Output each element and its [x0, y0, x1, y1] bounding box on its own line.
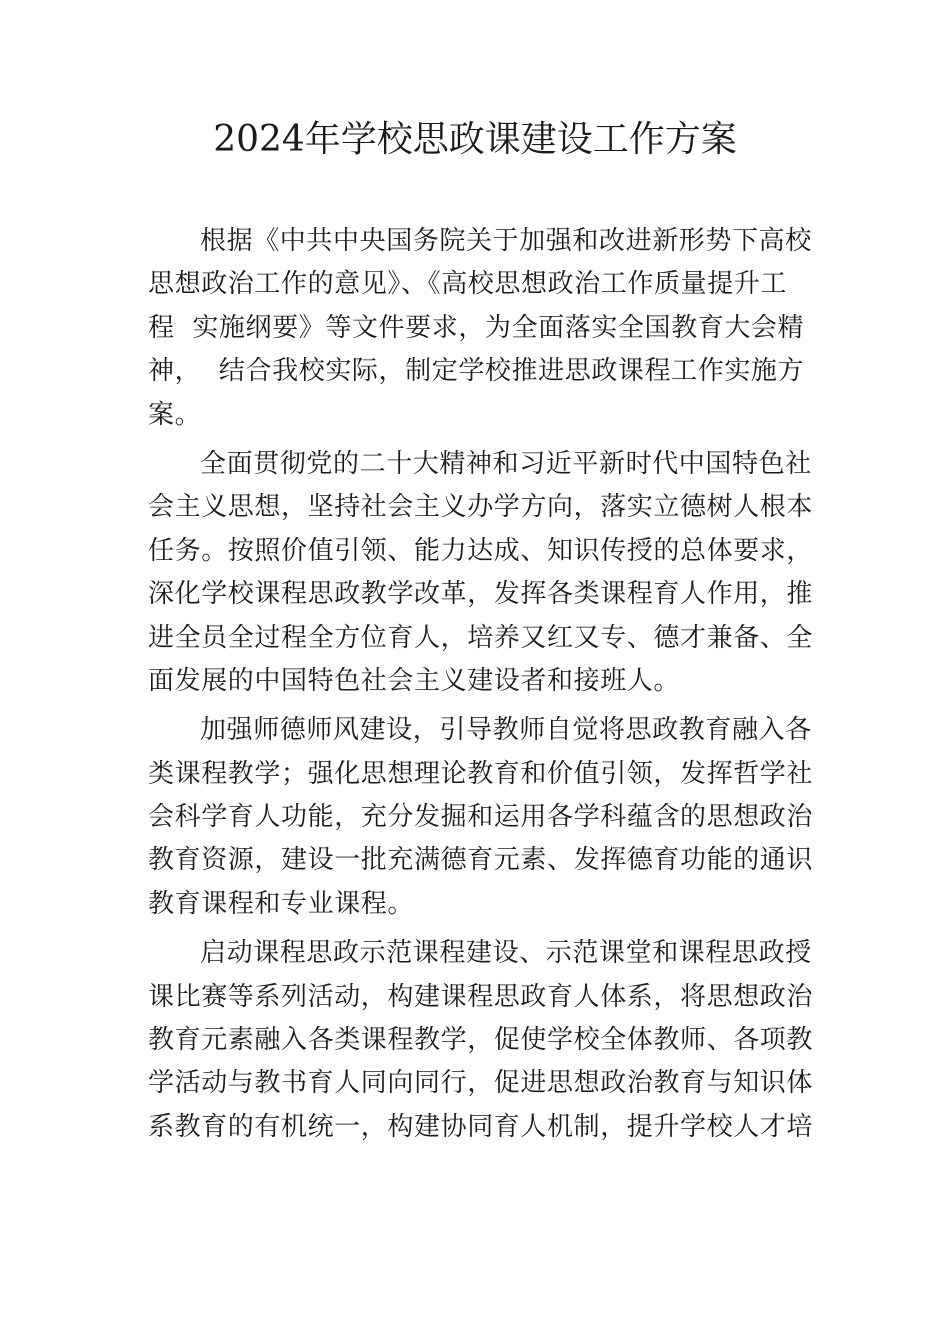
paragraph-4	[148, 932, 814, 1149]
text-line: 思想政治工作的意见》、《高校思想政治工作质量提升工	[148, 269, 788, 300]
text-line: 程 实施纲要》等文件要求，为全面落实全国教育大会精	[148, 312, 805, 343]
paragraph-2	[148, 443, 814, 703]
text-line: 教育元素融入各类课程教学，促使学校全体教师、各项教	[148, 1025, 814, 1056]
text-line: 类课程教学；强化思想理论教育和价值引领，发挥哲学社	[148, 758, 814, 789]
text-line: 案。	[148, 399, 202, 430]
text-line: 进全员全过程全方位育人，培养又红又专、德才兼备、全	[148, 622, 814, 653]
paragraph-1	[148, 220, 812, 437]
text-line: 教育课程和专业课程。	[148, 888, 415, 919]
text-line: 任务。按照价值引领、能力达成、知识传授的总体要求，	[148, 535, 814, 566]
text-line: 课比赛等系列活动，构建课程思政育人体系，将思想政治	[148, 981, 814, 1012]
paragraph-3	[148, 709, 814, 926]
text-line: 全面贯彻党的二十大精神和习近平新时代中国特色社	[200, 448, 812, 479]
document-body	[148, 220, 814, 1155]
text-line: 系教育的有机统一，构建协同育人机制，提升学校人才培	[148, 1111, 814, 1142]
text-line: 教育资源，建设一批充满德育元素、发挥德育功能的通识	[148, 845, 814, 876]
text-line: 加强师德师风建设，引导教师自觉将思政教育融入各	[200, 715, 812, 746]
text-line: 会主义思想，坚持社会主义办学方向，落实立德树人根本	[148, 492, 814, 523]
text-line: 深化学校课程思政教学改革，发挥各类课程育人作用，推	[148, 579, 814, 610]
text-line: 会科学育人功能，充分发掘和运用各学科蕴含的思想政治	[148, 802, 814, 833]
text-line: 根据《中共中央国务院关于加强和改进新形势下高校	[200, 226, 812, 256]
document-title: 2024年学校思政课建设工作方案	[213, 119, 737, 160]
text-line: 学活动与教书育人同向同行，促进思想政治教育与知识体	[148, 1068, 814, 1099]
text-line: 启动课程思政示范课程建设、示范课堂和课程思政授	[200, 938, 812, 969]
text-line: 神， 结合我校实际，制定学校推进思政课程工作实施方	[148, 356, 805, 387]
text-line: 面发展的中国特色社会主义建设者和接班人。	[148, 665, 681, 696]
